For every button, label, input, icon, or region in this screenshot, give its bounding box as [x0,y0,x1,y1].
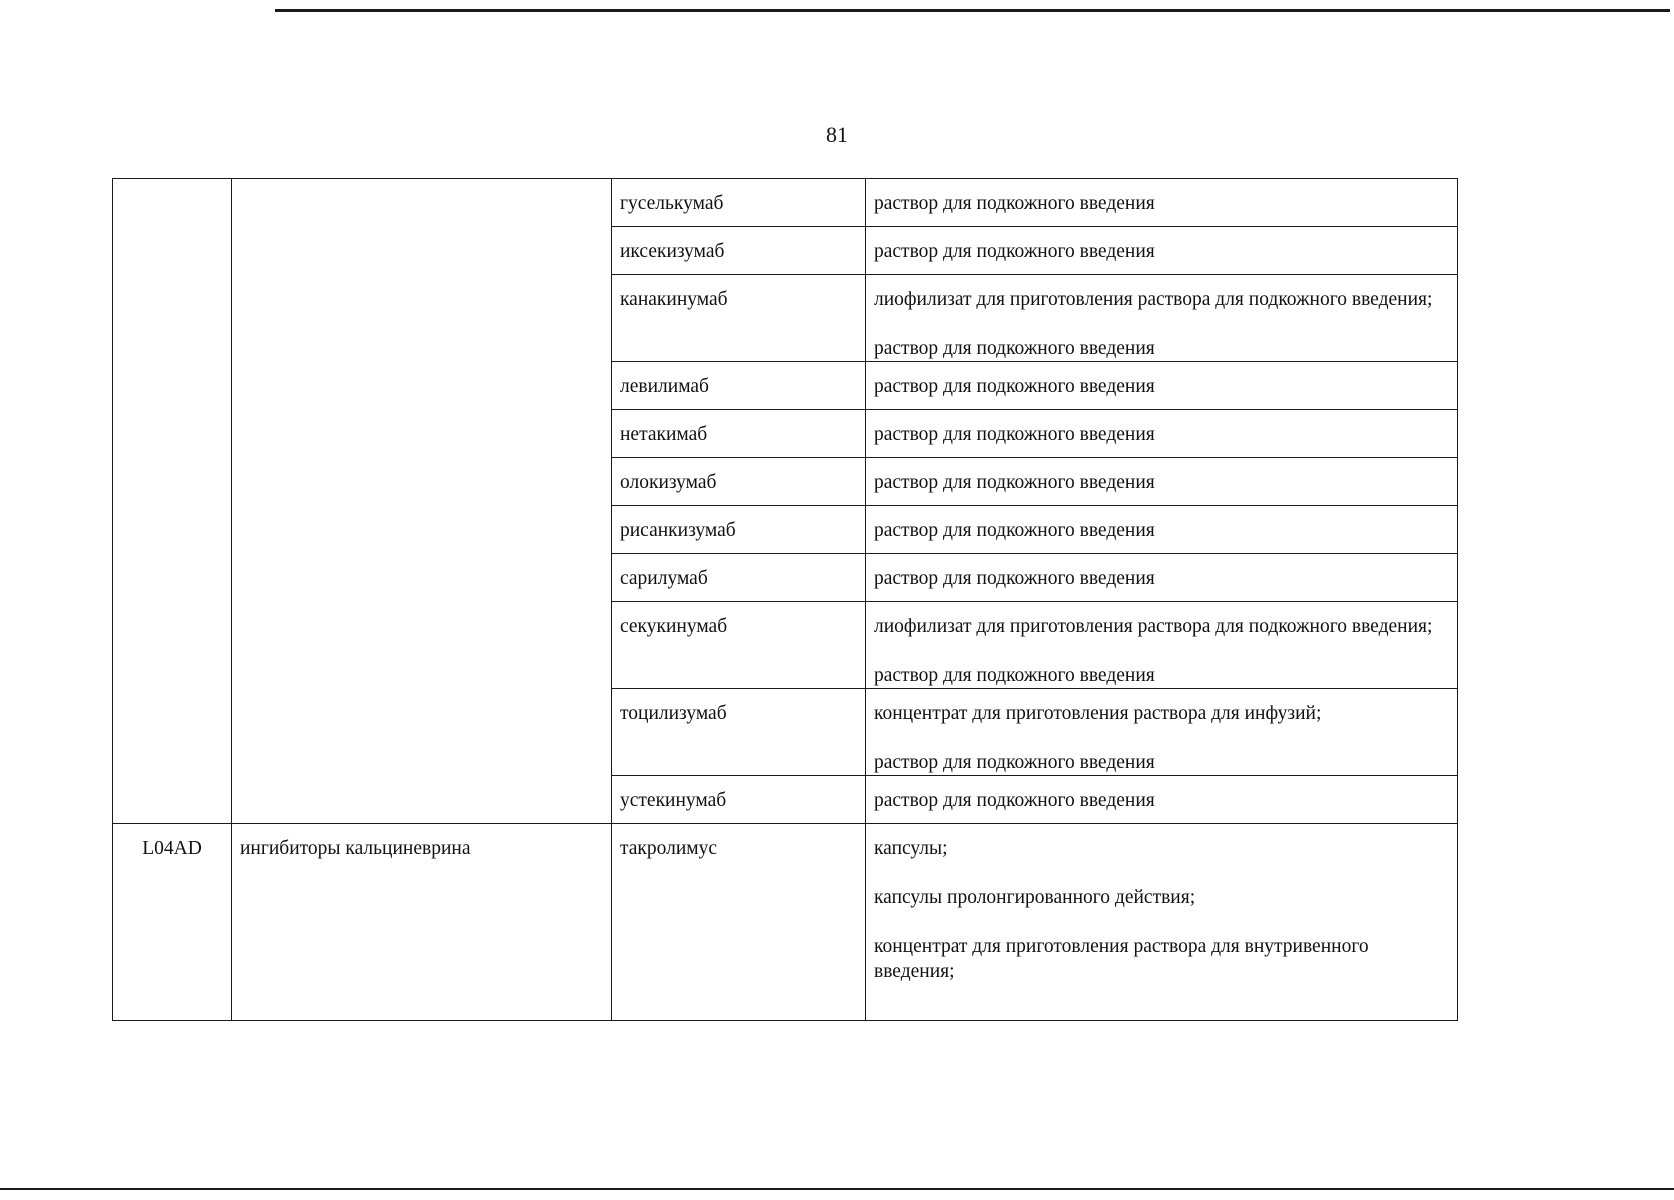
dosage-forms-cell [866,689,1458,776]
dosage-form: раствор для подкожного введения [874,665,1155,686]
dosage-forms-cell [866,458,1458,506]
dosage-forms-cell [866,179,1458,227]
dosage-form: лиофилизат для приготовления раствора для подкожного введения; [874,289,1433,310]
dosage-form: капсулы пролонгированного действия; [874,887,1196,908]
dosage-form: раствор для подкожного введения [874,424,1155,445]
dosage-forms-cell [866,275,1458,362]
atc-code-cell: L04AD [113,824,232,1021]
dosage-forms-cell [866,506,1458,554]
group-name-cell-empty [232,179,612,824]
drug-name-cell: устекинумаб [612,776,866,824]
atc-code-cell-empty [113,179,232,824]
dosage-form: раствор для подкожного введения [874,568,1155,589]
drug-name-cell: канакинумаб [612,275,866,362]
dosage-form: раствор для подкожного введения [874,376,1155,397]
dosage-form: концентрат для приготовления раствора для инфузий; [874,703,1322,724]
drug-table [112,178,1458,1021]
drug-name-cell: гуселькумаб [612,179,866,227]
group-name-cell: ингибиторы кальциневрина [232,824,612,1021]
dosage-form: капсулы; [874,838,948,859]
page-number: 81 [826,122,848,147]
drug-name-cell: такролимус [612,824,866,1021]
dosage-forms-cell [866,410,1458,458]
dosage-forms-cell [866,602,1458,689]
drug-name-cell: тоцилизумаб [612,689,866,776]
drug-name-cell: секукинумаб [612,602,866,689]
dosage-forms-cell [866,362,1458,410]
drug-name-cell: иксекизумаб [612,227,866,275]
table-body [113,179,1458,1021]
dosage-form: раствор для подкожного введения [874,520,1155,541]
dosage-forms-cell [866,824,1458,1021]
dosage-form: раствор для подкожного введения [874,193,1155,214]
dosage-form: раствор для подкожного введения [874,472,1155,493]
dosage-form: раствор для подкожного введения [874,790,1155,811]
dosage-form: раствор для подкожного введения [874,241,1155,262]
dosage-form: лиофилизат для приготовления раствора для подкожного введения; [874,616,1433,637]
scan-top-rule [275,9,1670,12]
dosage-form: раствор для подкожного введения [874,752,1155,773]
drug-name-cell: нетакимаб [612,410,866,458]
dosage-form: концентрат для приготовления раствора для внутривенного введения; [874,936,1369,982]
table-row [113,824,1458,1021]
drug-name-cell: сарилумаб [612,554,866,602]
drug-name-cell: левилимаб [612,362,866,410]
scan-bottom-rule [0,1188,1674,1190]
dosage-form: раствор для подкожного введения [874,338,1155,359]
drug-name-cell: олокизумаб [612,458,866,506]
dosage-forms-cell [866,776,1458,824]
table-row [113,179,1458,227]
dosage-forms-cell [866,227,1458,275]
dosage-forms-cell [866,554,1458,602]
drug-name-cell: рисанкизумаб [612,506,866,554]
